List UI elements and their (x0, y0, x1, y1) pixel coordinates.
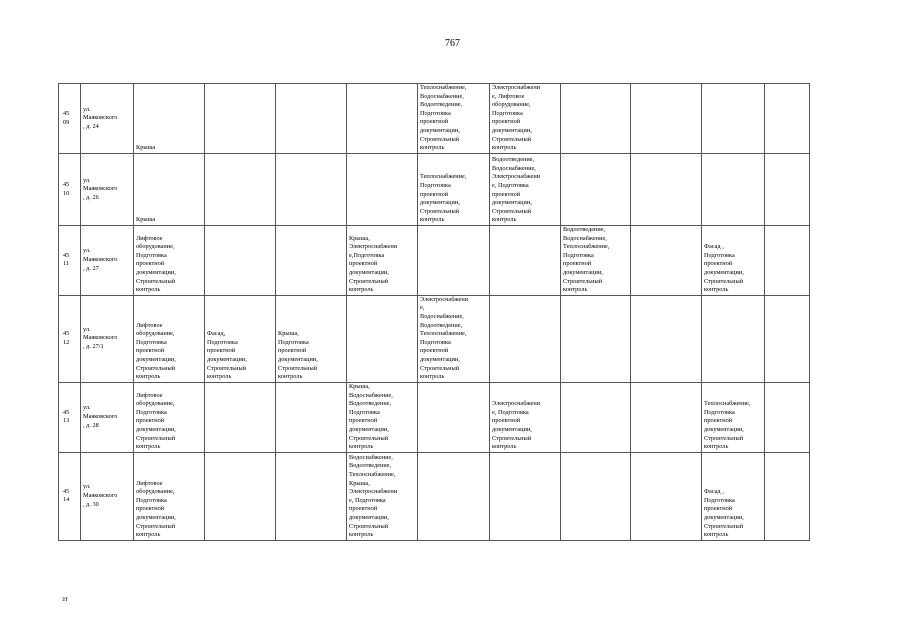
work-cell: Электроснабжени е, Подготовка проектной документации, Строительный контроль (490, 382, 561, 452)
work-cell: Теплоснабжение, Подготовка проектной документации, Строительный контроль (418, 154, 490, 226)
work-cell (765, 84, 810, 154)
work-cell (418, 226, 490, 296)
work-cell (765, 226, 810, 296)
work-cell (276, 84, 347, 154)
work-cell (418, 382, 490, 452)
work-cell (347, 295, 418, 382)
repair-schedule-table (58, 83, 810, 541)
work-cell (561, 295, 631, 382)
work-cell: Фасад, Подготовка проектной документации, Строительный контроль (205, 295, 276, 382)
work-cell (205, 154, 276, 226)
page-number: 767 (445, 38, 460, 49)
work-cell: Водоотведение, Водоснабжение, Электроснабжени е, Подготовка проектной документации, Строительный контроль (490, 154, 561, 226)
table-row (59, 154, 810, 226)
footer-mark: зт (62, 595, 68, 603)
work-cell (347, 154, 418, 226)
work-cell (631, 382, 702, 452)
work-cell (276, 382, 347, 452)
work-cell: Водоснабжение, Водоотведение, Теплоснабжение, Крыша, Электроснабжени е, Подготовка проектной документации, Строительный контроль (347, 452, 418, 540)
work-cell (702, 154, 765, 226)
work-cell (347, 84, 418, 154)
work-cell (631, 154, 702, 226)
work-cell: Крыша, Водоснабжение, Водоотведение, Подготовка проектной документации, Строительный контроль (347, 382, 418, 452)
work-cell: Крыша (134, 84, 205, 154)
work-cell (631, 452, 702, 540)
row-number: 45 13 (59, 382, 81, 452)
address-cell: ул. Маяковского , д. 27/1 (81, 295, 134, 382)
work-cell (561, 452, 631, 540)
row-number: 45 12 (59, 295, 81, 382)
table-row (59, 226, 810, 296)
work-cell: Крыша, Подготовка проектной документации, Строительный контроль (276, 295, 347, 382)
work-cell (490, 295, 561, 382)
work-cell: Водоотведение, Водоснабжение, Теплоснабжение, Подготовка проектной документации, Строительный контроль (561, 226, 631, 296)
work-cell (765, 452, 810, 540)
work-cell (276, 226, 347, 296)
work-cell: Лифтовое оборудование, Подготовка проектной документации, Строительный контроль (134, 295, 205, 382)
table-row (59, 295, 810, 382)
work-cell (702, 295, 765, 382)
work-cell: Электроснабжени е, Водоснабжение, Водоотведение, Теплоснабжение, Подготовка проектной документации, Строительный контроль (418, 295, 490, 382)
table-row (59, 382, 810, 452)
work-cell (561, 84, 631, 154)
work-cell: Крыша (134, 154, 205, 226)
work-cell (490, 452, 561, 540)
work-cell (205, 226, 276, 296)
work-cell: Фасад , Подготовка проектной документации, Строительный контроль (702, 452, 765, 540)
work-cell (276, 154, 347, 226)
row-number: 45 09 (59, 84, 81, 154)
address-cell: ул. Маяковского , д. 28 (81, 382, 134, 452)
work-cell: Фасад , Подготовка проектной документации, Строительный контроль (702, 226, 765, 296)
work-cell (765, 295, 810, 382)
work-cell (561, 382, 631, 452)
work-cell (205, 382, 276, 452)
table-row (59, 84, 810, 154)
work-cell: Лифтовое оборудование, Подготовка проектной документации, Строительный контроль (134, 452, 205, 540)
work-cell (561, 154, 631, 226)
work-cell (631, 295, 702, 382)
work-cell (765, 154, 810, 226)
address-cell: ул. Маяковского , д. 30 (81, 452, 134, 540)
work-cell (418, 452, 490, 540)
work-cell (490, 226, 561, 296)
address-cell: ул. Маяковского , д. 26 (81, 154, 134, 226)
row-number: 45 11 (59, 226, 81, 296)
table-row (59, 452, 810, 540)
row-number: 45 10 (59, 154, 81, 226)
work-cell (631, 84, 702, 154)
address-cell: ул. Маяковского , д. 24 (81, 84, 134, 154)
work-cell: Электроснабжени е, Лифтовое оборудование, Подготовка проектной документации, Строительный контроль (490, 84, 561, 154)
row-number: 45 14 (59, 452, 81, 540)
work-cell (765, 382, 810, 452)
work-cell: Лифтовое оборудование, Подготовка проектной документации, Строительный контроль (134, 382, 205, 452)
address-cell: ул. Маяковского , д. 27 (81, 226, 134, 296)
work-cell: Теплоснабжение, Подготовка проектной документации, Строительный контроль (702, 382, 765, 452)
work-cell (205, 452, 276, 540)
work-cell: Лифтовое оборудование, Подготовка проектной документации, Строительный контроль (134, 226, 205, 296)
work-cell (631, 226, 702, 296)
work-cell (276, 452, 347, 540)
work-cell: Крыша, Электроснабжени e,Подготовка проектной документации, Строительный контроль (347, 226, 418, 296)
work-cell: Теплоснабжение, Водоснабжение, Водоотведение, Подготовка проектной документации, Строительный контроль (418, 84, 490, 154)
work-cell (702, 84, 765, 154)
work-cell (205, 84, 276, 154)
